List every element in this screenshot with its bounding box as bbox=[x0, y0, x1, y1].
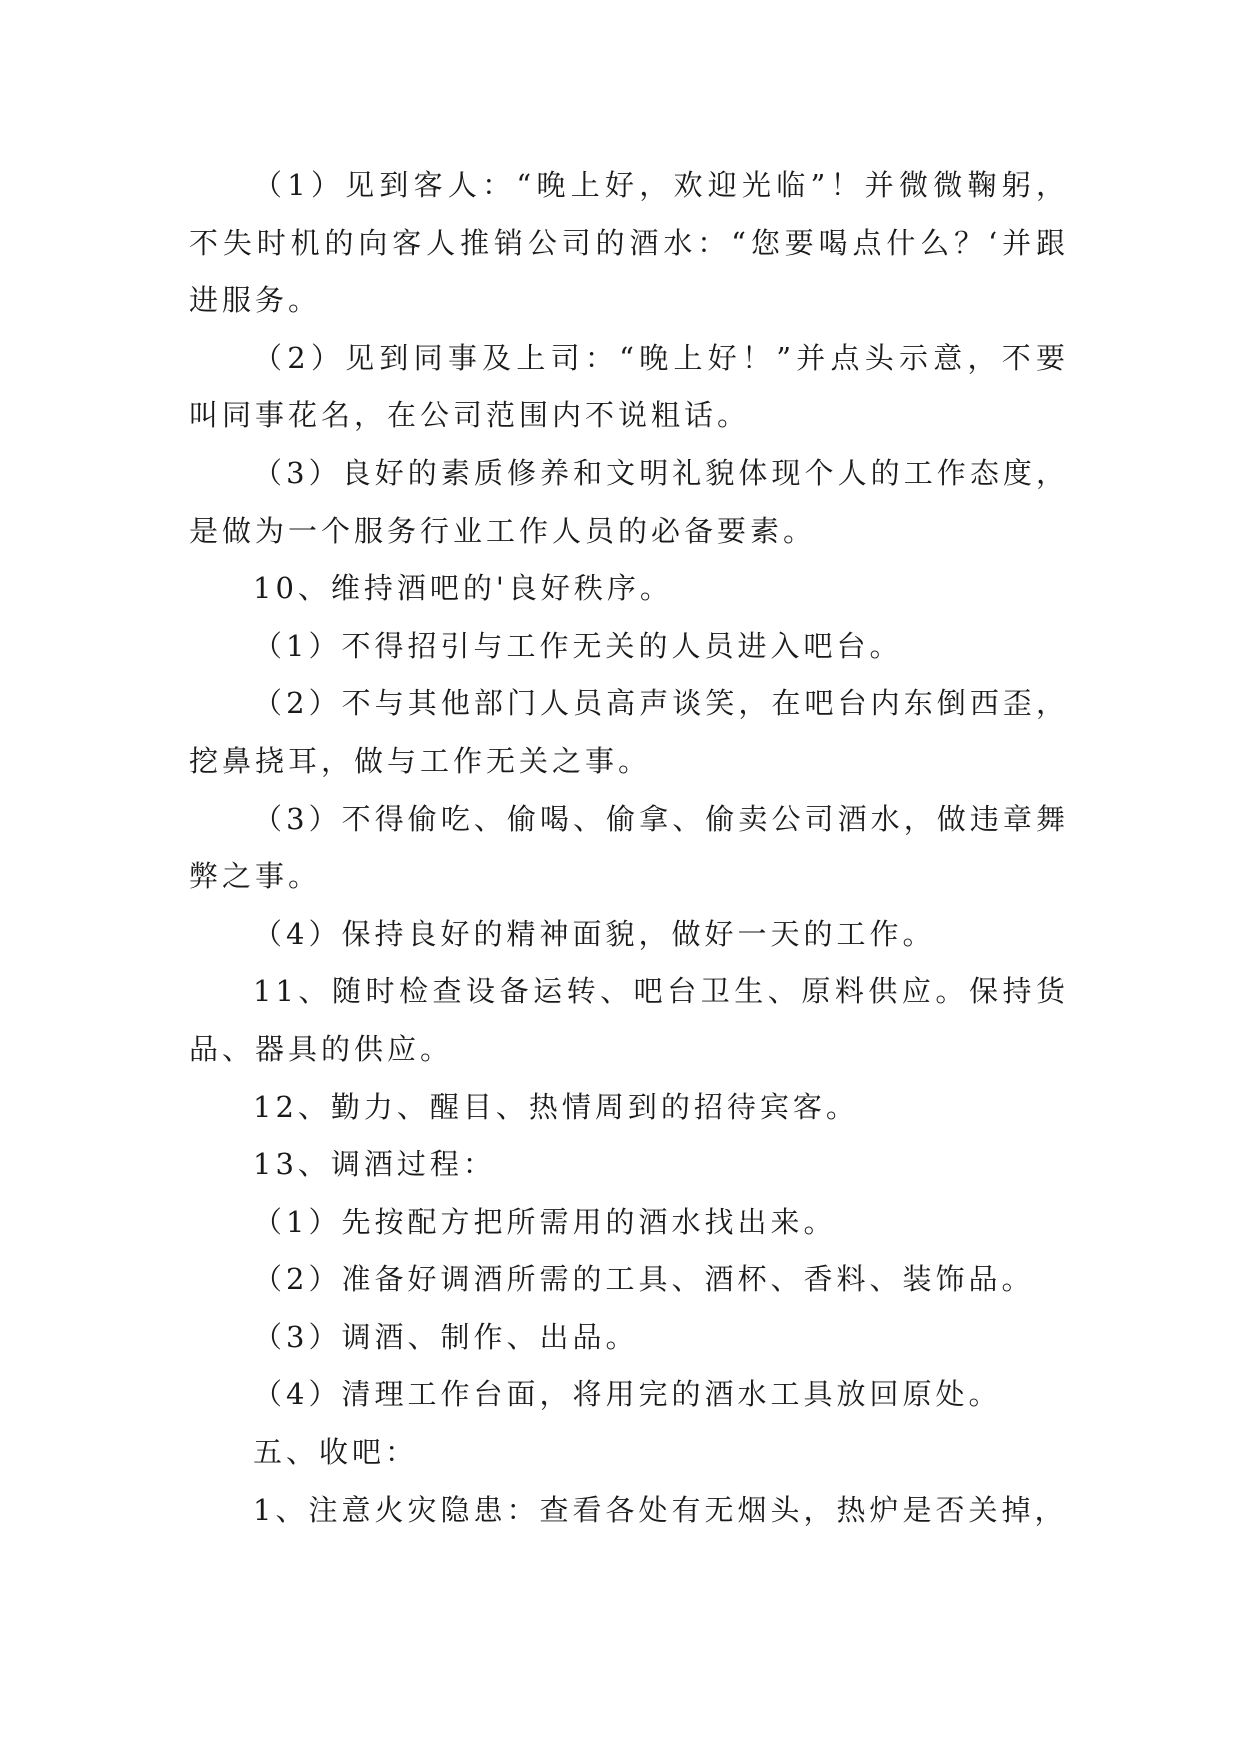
paragraph-heading-order: 10、维持酒吧的'良好秩序。 bbox=[253, 571, 673, 606]
paragraph-heading-inspection: 11、随时检查设备运转、吧台卫生、原料供应。保持货品、器具的供应。 bbox=[189, 974, 1069, 1066]
paragraph-greeting-guests: （1）见到客人：“晚上好，欢迎光临”！并微微鞠躬，不失时机的向客人推销公司的酒水：“您要喝点什么？‘并跟进服务。 bbox=[189, 168, 1069, 318]
paragraph-manners: （3）良好的素质修养和文明礼貌体现个人的工作态度，是做为一个服务行业工作人员的必备要素。 bbox=[189, 455, 1069, 548]
paragraph-mixing-step-3: （3）调酒、制作、出品。 bbox=[253, 1319, 639, 1354]
document-page bbox=[189, 157, 1069, 1539]
paragraph-behavior: （2）不与其他部门人员高声谈笑，在吧台内东倒西歪，挖鼻挠耳，做与工作无关之事。 bbox=[189, 686, 1069, 778]
paragraph-spirit: （4）保持良好的精神面貌，做好一天的工作。 bbox=[253, 916, 936, 951]
paragraph-mixing-step-2: （2）准备好调酒所需的工具、酒杯、香料、装饰品。 bbox=[253, 1262, 1035, 1297]
paragraph-heading-closing: 五、收吧： bbox=[253, 1435, 419, 1470]
paragraph-no-theft: （3）不得偷吃、偷喝、偷拿、偷卖公司酒水，做违章舞弊之事。 bbox=[189, 801, 1069, 894]
paragraph-mixing-step-4: （4）清理工作台面，将用完的酒水工具放回原处。 bbox=[253, 1377, 1002, 1412]
paragraph-heading-service: 12、勤力、醒目、热情周到的招待宾客。 bbox=[253, 1089, 859, 1124]
paragraph-fire-safety: 1、注意火灾隐患：查看各处有无烟头，热炉是否关掉， bbox=[253, 1492, 1068, 1527]
paragraph-heading-mixing: 13、调酒过程： bbox=[253, 1147, 496, 1182]
paragraph-mixing-step-1: （1）先按配方把所需用的酒水找出来。 bbox=[253, 1204, 837, 1239]
paragraph-greeting-colleagues: （2）见到同事及上司：“晚上好！”并点头示意，不要叫同事花名，在公司范围内不说粗话。 bbox=[189, 340, 1069, 433]
paragraph-no-outsiders: （1）不得招引与工作无关的人员进入吧台。 bbox=[253, 628, 903, 663]
